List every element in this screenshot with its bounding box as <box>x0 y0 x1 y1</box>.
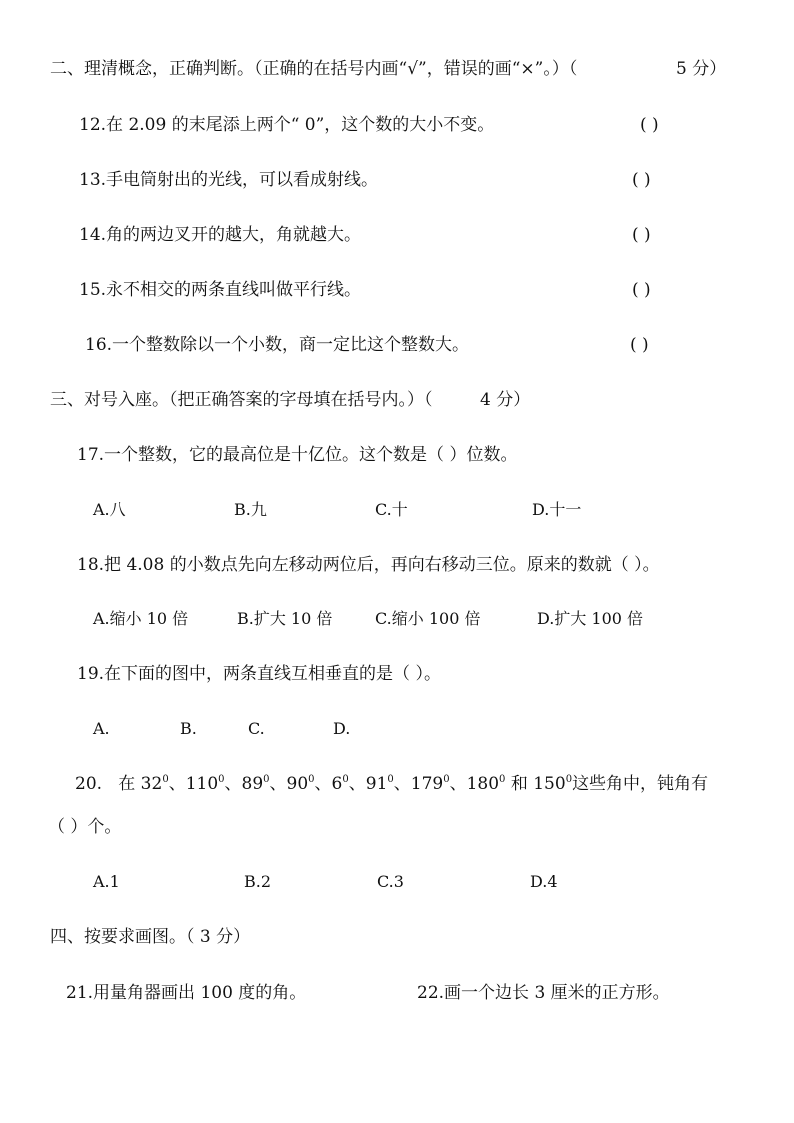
answer-paren-16[interactable]: ( ) <box>630 335 649 355</box>
q20-sep: 、 <box>224 774 242 794</box>
q20-angle: 32 <box>140 774 163 794</box>
degree-mark: 0 <box>162 774 169 785</box>
question-22: 22.画一个边长 3 厘米的正方形。 <box>417 983 670 1003</box>
question-19: 19.在下面的图中，两条直线互相垂直的是（ ）。 <box>77 664 441 684</box>
q20-angle: 89 <box>241 774 264 794</box>
judge-item-13: 13.手电筒射出的光线，可以看成射线。 <box>79 170 379 190</box>
section-2-score: 5 分） <box>676 59 727 79</box>
q20-sep: 、 <box>348 774 366 794</box>
q17-option-b[interactable]: B.九 <box>234 500 267 519</box>
q20-prefix: 在 <box>118 774 136 794</box>
degree-mark: 0 <box>565 774 573 785</box>
q19-option-b[interactable]: B. <box>180 719 197 738</box>
q19-option-c[interactable]: C. <box>248 719 265 738</box>
q20-number: 20. <box>75 774 103 794</box>
q18-option-d[interactable]: D.扩大 100 倍 <box>537 609 644 628</box>
section-4-heading: 四、按要求画图。（ 3 分） <box>50 927 251 947</box>
q20-angle: 179 <box>410 774 444 794</box>
question-20-line2: （ ）个。 <box>48 817 122 837</box>
q20-option-b[interactable]: B.2 <box>244 872 272 891</box>
q20-sep: 、 <box>449 774 467 794</box>
q20-angle: 6 <box>331 774 343 794</box>
answer-paren-12[interactable]: ( ) <box>640 115 659 135</box>
judge-item-12: 12.在 2.09 的末尾添上两个“ 0”，这个数的大小不变。 <box>79 115 495 135</box>
q20-option-d[interactable]: D.4 <box>530 872 558 891</box>
judge-item-14: 14.角的两边叉开的越大，角就越大。 <box>79 225 362 245</box>
q20-sep: 、 <box>269 774 287 794</box>
section-3-heading <box>50 389 433 411</box>
degree-mark: 0 <box>443 774 450 785</box>
q20-option-a[interactable]: A.1 <box>93 872 120 891</box>
answer-paren-15[interactable]: ( ) <box>632 280 651 300</box>
degree-mark: 0 <box>499 774 506 785</box>
q18-option-c[interactable]: C.缩小 100 倍 <box>375 609 481 628</box>
question-17: 17.一个整数，它的最高位是十亿位。这个数是（ ）位数。 <box>77 445 518 465</box>
section-2-heading <box>50 58 577 80</box>
q20-angle: 110 <box>185 774 219 794</box>
answer-paren-14[interactable]: ( ) <box>632 225 651 245</box>
degree-mark: 0 <box>308 774 315 785</box>
q20-option-c[interactable]: C.3 <box>377 872 404 891</box>
q20-angle: 90 <box>286 774 309 794</box>
question-18: 18.把 4.08 的小数点先向左移动两位后，再向右移动三位。原来的数就（ ）。 <box>77 555 660 575</box>
question-21: 21.用量角器画出 100 度的角。 <box>66 983 307 1003</box>
degree-mark: 0 <box>263 774 270 785</box>
degree-mark: 0 <box>342 774 349 785</box>
section-3-title: 三、对号入座。（把正确答案的字母填在括号内。）（ <box>50 390 433 410</box>
degree-mark: 0 <box>218 774 225 785</box>
q19-option-a[interactable]: A. <box>93 719 110 738</box>
question-20 <box>75 773 708 795</box>
judge-item-16: 16.一个整数除以一个小数，商一定比这个整数大。 <box>85 335 470 355</box>
q17-option-a[interactable]: A.八 <box>93 500 126 519</box>
q20-and: 和 <box>510 774 528 794</box>
q20-sep: 、 <box>168 774 186 794</box>
q20-angle: 150 <box>533 774 566 794</box>
q20-suffix: 这些角中，钝角有 <box>572 774 709 794</box>
degree-mark: 0 <box>387 774 394 785</box>
q19-option-d[interactable]: D. <box>333 719 351 738</box>
q18-option-b[interactable]: B.扩大 10 倍 <box>237 609 333 628</box>
answer-paren-13[interactable]: ( ) <box>632 170 651 190</box>
q20-sep: 、 <box>393 774 411 794</box>
judge-item-15: 15.永不相交的两条直线叫做平行线。 <box>79 280 362 300</box>
section-2-title: 二、理清概念，正确判断。（正确的在括号内画“√”，错误的画“×”。）（ <box>50 59 578 79</box>
q20-angle: 180 <box>466 774 500 794</box>
q17-option-d[interactable]: D.十一 <box>532 500 582 519</box>
q20-angle: 91 <box>365 774 388 794</box>
q18-option-a[interactable]: A.缩小 10 倍 <box>93 609 189 628</box>
q17-option-c[interactable]: C.十 <box>375 500 408 519</box>
q20-sep: 、 <box>314 774 332 794</box>
section-3-score: 4 分） <box>480 390 531 410</box>
